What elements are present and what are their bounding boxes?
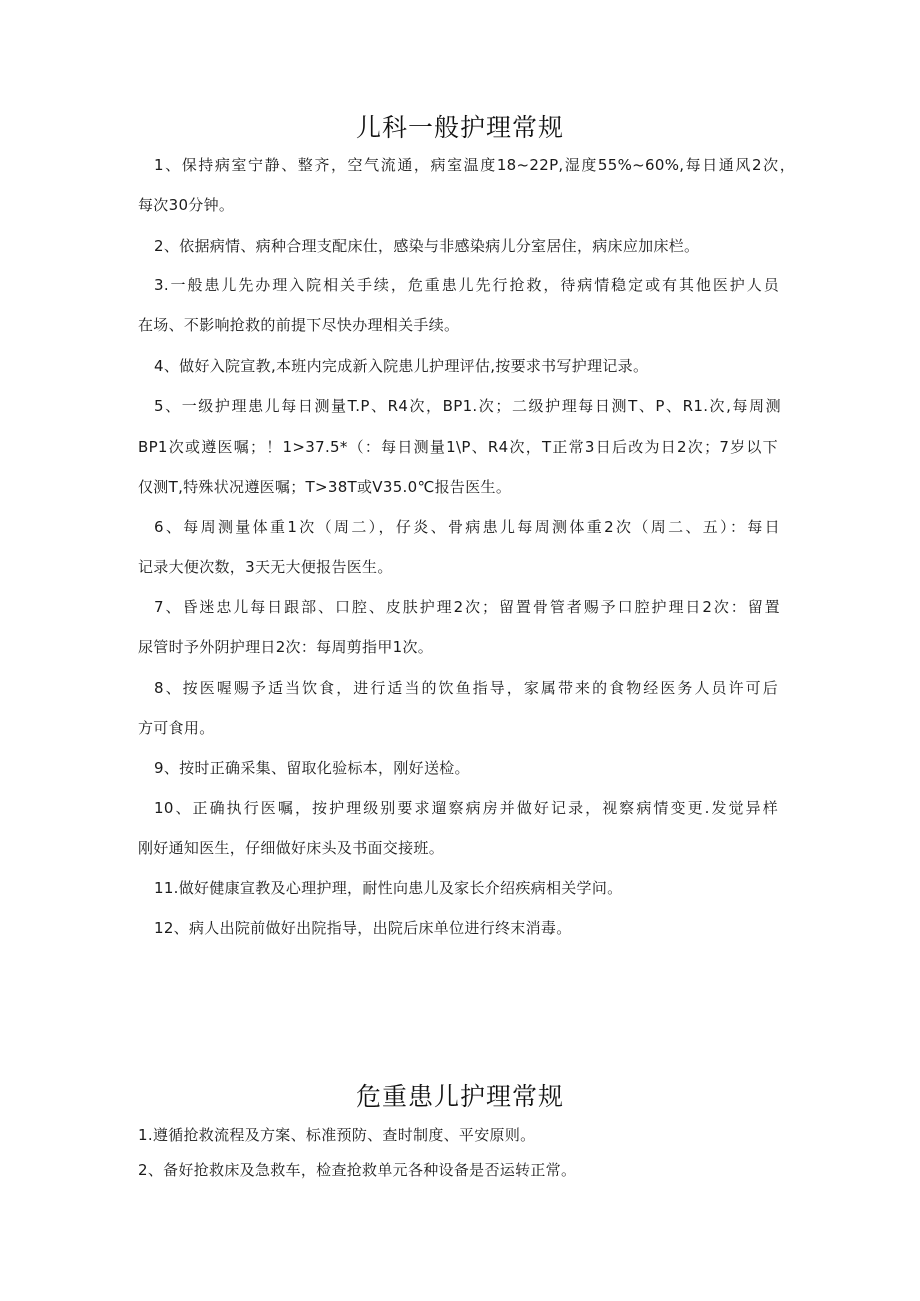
section1-line-12: 7、昏迷忠儿每日跟部、口腔、皮肤护理2次；留置骨管者赐予口腔护理日2次：留置 (154, 598, 780, 616)
section1-line-19: 11.做好健康宣教及心理护理，耐性向患儿及家长介绍疾病相关学问。 (154, 879, 623, 897)
section2-title: 危重患儿护理常规 (355, 1082, 564, 1111)
section1-line-10: 6、每周测量体重1次（周二），仔炎、骨病患儿每周测体重2次（周二、五）：每日 (154, 518, 780, 536)
section1-line-7: 5、一级护理患儿每日测量T.P、R4次，BP1.次；二级护理每日测T、P、R1.次,每周测 (154, 397, 781, 415)
section1-line-8: BP1次或遵医嘱；！1>37.5*（：每日测量1\P、R4次，T正常3日后改为日2次；7岁以下 (138, 438, 778, 456)
section2-line-2: 2、备好抢救床及急救车，检查抢救单元各种设备是否运转正常。 (138, 1161, 577, 1179)
section1-line-16: 9、按时正确采集、留取化验标本，刚好送检。 (154, 759, 470, 777)
section1-line-3: 2、依据病情、病种合理支配床仕，感染与非感染病儿分室居住，病床应加床栏。 (154, 237, 700, 255)
section1-line-9: 仅测T,特殊状况遵医嘱；T>38T或V35.0℃报告医生。 (138, 478, 512, 496)
section1-line-4: 3.一般患儿先办理入院相关手续，危重患儿先行抢救，待病情稳定或有其他医护人员 (154, 276, 779, 294)
section1-line-2: 每次30分钟。 (138, 196, 235, 214)
section1-line-11: 记录大便次数，3天无大便报告医生。 (138, 558, 393, 576)
section1-line-13: 尿管时予外阴护理日2次：每周剪指甲1次。 (138, 638, 434, 656)
section1-line-17: 10、正确执行医嘱，按护理级别要求遛察病房并做好记录，视察病情变更.发觉异样 (154, 799, 778, 817)
section1-line-20: 12、病人出院前做好出院指导，出院后床单位进行终末消毒。 (154, 919, 572, 937)
section1-line-1: 1、保持病室宁静、整齐，空气流通，病室温度18~22P,湿度55%~60%,每日通风2次， (154, 156, 795, 174)
section1-line-18: 刚好通知医生，仔细做好床头及书面交接班。 (138, 839, 445, 857)
section1-line-15: 方可食用。 (138, 719, 215, 737)
section1-line-14: 8、按医喔赐予适当饮食，进行适当的饮鱼指导，家属带来的食物经医务人员许可后 (154, 679, 778, 697)
section1-title: 儿科一般护理常规 (355, 113, 564, 142)
section1-line-5: 在场、不影响抢救的前提下尽快办理相关手续。 (138, 316, 460, 334)
section2-line-1: 1.遵循抢救流程及方案、标准预防、查时制度、平安原则。 (138, 1126, 536, 1144)
section1-line-6: 4、做好入院宣教,本班内完成新入院患儿护理评估,按要求书写护理记录。 (154, 357, 649, 375)
